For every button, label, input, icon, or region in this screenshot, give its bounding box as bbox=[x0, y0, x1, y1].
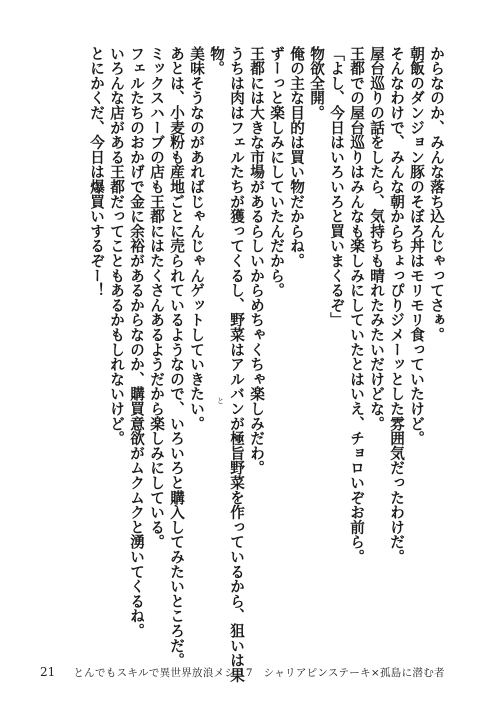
text-line: 王都には大きな市場があるらしいからめちゃくちゃ楽しみだわ。 bbox=[248, 46, 265, 476]
ruby-annotation: と bbox=[217, 397, 224, 405]
text-line: からなのか、みんな落ち込んじゃってさぁ。 bbox=[428, 46, 445, 342]
text-line: いろんな店がある王都だってこともあるかもしれないけど。 bbox=[108, 46, 125, 446]
text-line: ミックスハーブの店も王都にはたくさんあるようだから楽しみにしている。 bbox=[148, 46, 165, 550]
text-line: フェルたちのおかげで金に余裕があるからなのか、購買意欲がムクムクと湧いてくるね。 bbox=[128, 46, 145, 638]
text-line: ずーっと楽しみにしていたんだから。 bbox=[268, 46, 285, 298]
text-line: 美味そうなのがあればじゃんじゃんゲットしていきたい。 bbox=[188, 46, 205, 431]
text-line: 王都での屋台巡りはみんなも楽しみにしていたとはいえ、チョロいぞお前ら。 bbox=[348, 46, 365, 564]
text-line: 朝飯のダンジョン豚のそぼろ丼はモリモリ食っていたけど。 bbox=[408, 46, 425, 446]
text-line: 物。 bbox=[208, 46, 225, 76]
page-number: 21 bbox=[40, 665, 56, 679]
text-line: とにかくだ、今日は爆買いするぞー！ bbox=[88, 46, 105, 298]
text-line: そんなわけで、みんな朝からちょっぴりジメーッとした雰囲気だったわけだ。 bbox=[388, 46, 405, 564]
page-footer bbox=[40, 665, 445, 680]
running-head: とんでもスキルで異世界放浪メシ 17 シャリアピンステーキ×孤島に潜む者 bbox=[73, 667, 445, 679]
text-line: 物欲全開。 bbox=[308, 46, 325, 120]
text-line: 屋台巡りの話をしたら、気持ちも晴れたみたいだけどな。 bbox=[368, 46, 385, 431]
text-line: あとは、小麦粉も産地ごとに売られているようなので、いろいろと購入してみたいところだ。 bbox=[168, 46, 185, 668]
text-line: 「よし、今日はいろいろと買いまくるぞ」 bbox=[328, 46, 345, 328]
text-line: 俺の主な目的は買い物だからね。 bbox=[288, 46, 305, 268]
text-line: うちは肉はフェルたちが獲ってくるし、野菜はアルバンが極旨野菜を作っているから、狙いは果 bbox=[228, 46, 245, 683]
